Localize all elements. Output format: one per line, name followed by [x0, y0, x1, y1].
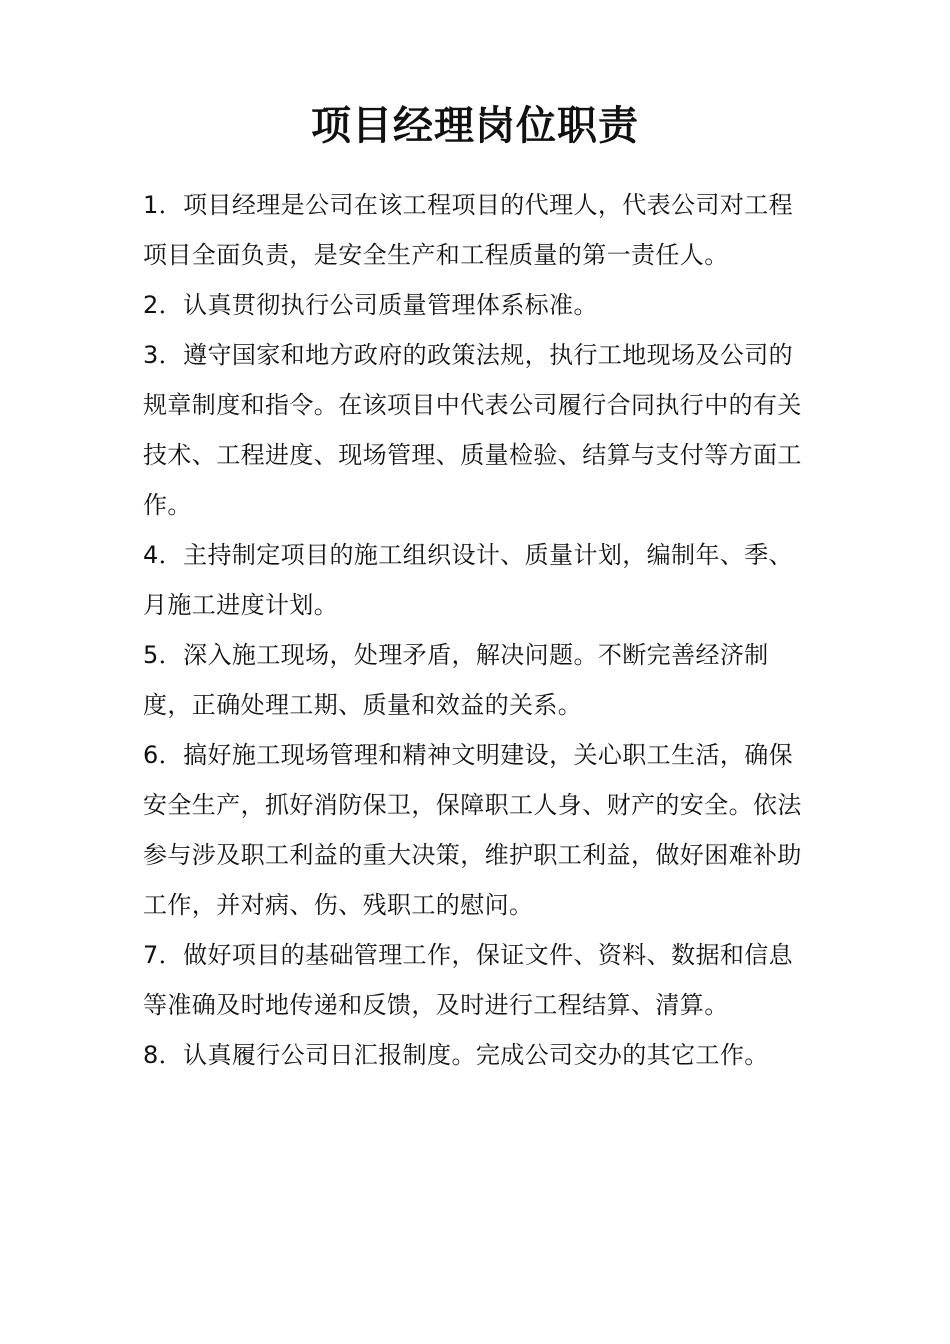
document-title: 项目经理岗位职责: [311, 103, 639, 149]
duty-item-1: 1．项目经理是公司在该工程项目的代理人，代表公司对工程项目全面负责，是安全生产和工程质量的第一责任人。: [143, 191, 794, 269]
duty-item-3: 3．遵守国家和地方政府的政策法规，执行工地现场及公司的规章制度和指令。在该项目中代表公司履行合同执行中的有关技术、工程进度、现场管理、质量检验、结算与支付等方面工作。: [143, 341, 802, 519]
duty-item-6: 6．搞好施工现场管理和精神文明建设，关心职工生活，确保安全生产，抓好消防保卫，保障职工人身、财产的安全。依法参与涉及职工利益的重大决策，维护职工利益，做好困难补助工作，并对病、伤、残职工的慰问。: [143, 741, 802, 919]
document-body: [143, 180, 811, 1080]
duty-item-2: 2．认真贯彻执行公司质量管理体系标准。: [143, 291, 598, 319]
duty-item-5: 5．深入施工现场，处理矛盾，解决问题。不断完善经济制度，正确处理工期、质量和效益的关系。: [143, 641, 769, 719]
duty-item-4: 4．主持制定项目的施工组织设计、质量计划，编制年、季、月施工进度计划。: [143, 541, 794, 619]
duty-item-7: 7．做好项目的基础管理工作，保证文件、资料、数据和信息等准确及时地传递和反馈，及时进行工程结算、清算。: [143, 941, 794, 1019]
duty-item-8: 8．认真履行公司日汇报制度。完成公司交办的其它工作。: [143, 1041, 769, 1069]
